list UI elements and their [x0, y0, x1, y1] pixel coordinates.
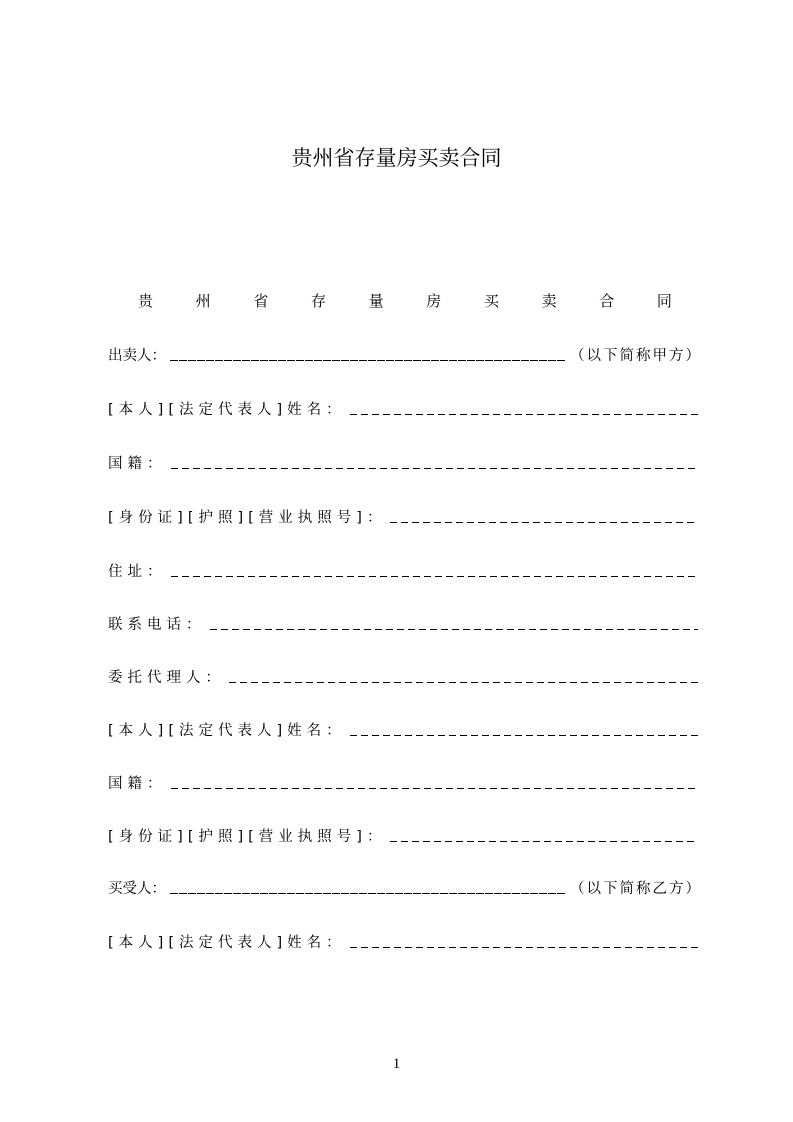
field-label: 住址： [108, 564, 167, 580]
field-label: 委托代理人： [108, 670, 225, 686]
spaced-title-char: 合 [599, 292, 615, 310]
spaced-title-char: 房 [426, 292, 442, 310]
blank-fill-line[interactable] [171, 468, 699, 469]
form-field-line [108, 559, 702, 581]
field-label: [本人][法定代表人]姓名： [108, 402, 346, 418]
form-field-line [108, 665, 702, 687]
spaced-title-char: 同 [656, 292, 672, 310]
field-label: [本人][法定代表人]姓名： [108, 723, 346, 739]
blank-fill-line[interactable] [171, 576, 699, 577]
field-label: 出卖人： [108, 348, 166, 364]
blank-fill-line[interactable] [390, 841, 698, 842]
document-title: 贵州省存量房买卖合同 [291, 146, 502, 170]
blank-fill-line[interactable] [350, 414, 698, 415]
form-field-line [108, 451, 702, 473]
field-label: [身份证][护照][营业执照号]： [108, 510, 387, 526]
blank-fill-line[interactable] [350, 735, 698, 736]
form-field-line [108, 771, 702, 793]
form-field-line [108, 876, 702, 898]
spaced-title-char: 卖 [541, 292, 557, 310]
blank-fill-line[interactable] [171, 788, 699, 789]
spaced-title [108, 290, 702, 311]
form-field-line [108, 930, 702, 952]
spaced-title-char: 存 [310, 292, 326, 310]
blank-fill-line[interactable] [170, 360, 566, 361]
field-label: 国籍： [108, 456, 167, 472]
field-suffix: （以下简称甲方） [570, 348, 702, 364]
spaced-title-char: 买 [483, 292, 499, 310]
blank-fill-line[interactable] [350, 947, 698, 948]
form-field-line [108, 612, 702, 634]
blank-fill-line[interactable] [229, 682, 698, 683]
blank-fill-line[interactable] [210, 629, 699, 630]
spaced-title-char: 贵 [138, 292, 154, 310]
blank-fill-line[interactable] [390, 522, 698, 523]
form-field-line [108, 397, 702, 419]
form-field-line [108, 824, 702, 846]
spaced-title-char: 省 [253, 292, 269, 310]
spaced-title-char: 州 [195, 292, 211, 310]
field-label: [本人][法定代表人]姓名： [108, 935, 346, 951]
field-label: 联系电话： [108, 617, 206, 633]
page-number: 1 [392, 1056, 401, 1072]
spaced-title-char: 量 [368, 292, 384, 310]
form-field-line [108, 343, 702, 365]
form-field-line [108, 718, 702, 740]
field-label: [身份证][护照][营业执照号]： [108, 829, 387, 845]
blank-fill-line[interactable] [170, 893, 566, 894]
field-suffix: （以下简称乙方） [570, 881, 702, 897]
field-label: 买受人： [108, 881, 166, 897]
form-field-line [108, 505, 702, 527]
field-label: 国籍： [108, 776, 167, 792]
